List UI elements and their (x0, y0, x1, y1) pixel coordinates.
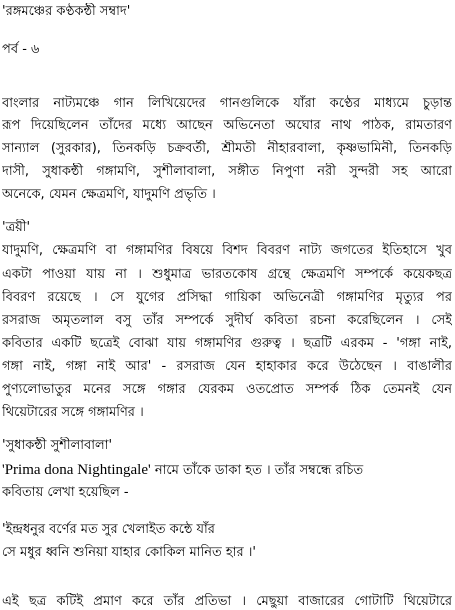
section2-line: থিয়েটারের সঙ্গে গঙ্গামণির । (2, 405, 144, 420)
section2-line: রসরাজ অমৃতলাল বসু তাঁর সম্পর্কে সুদীর্ঘ কবিতা রচনা করেছিলেন । সেই (2, 313, 452, 328)
section3-line: কবিতায় লেখা হয়েছিল - (2, 485, 129, 500)
section2-line: পুণ্যলোভাতুর মনের সঙ্গে গঙ্গার যেরকম ওতপ্রোত সম্পর্ক ঠিক তেমনই যেন (2, 382, 452, 397)
section3-line (2, 461, 452, 480)
section2-line: গঙ্গা নাই, গঙ্গা নাই আর' - রসরাজ যেন হাহাকার করে উঠেছেন । বাঙালীর (2, 359, 452, 374)
section2-line: বিবরণ রয়েছে । সে যুগের প্রসিদ্ধা গায়িকা অভিনেত্রী গঙ্গামণির মৃত্যুর পর (2, 290, 452, 305)
verse-line: 'ইন্দ্রধনুর বর্ণের মত সুর খেলাইত কন্ঠে যাঁর (2, 522, 215, 537)
english-nickname: 'Prima dona Nightingale' (2, 462, 151, 478)
verse-line: সে মধুর ধ্বনি শুনিয়া যাহার কোকিল মানিত হার ।' (2, 545, 256, 560)
section2-line: কবিতার একটি ছত্রেই বোঝা যায় গঙ্গামণির গুরুত্ব । ছত্রটি এরকম - 'গঙ্গা নাই, (2, 336, 452, 351)
section2-line: একটা পাওয়া যায় না । শুধুমাত্র ভারতকোষ গ্রন্থে ক্ষেত্রমণি সম্পর্কে কয়েকছত্র (2, 267, 452, 282)
intro-line: বাংলার নাট্যমঞ্চে গান লিখিয়েদের গানগুলিকে যাঁরা কণ্ঠের মাধ্যমে চুড়ান্ত (2, 96, 452, 111)
intro-line: অনেকে, যেমন ক্ষেত্রমণি, যাদুমণি প্রভৃতি । (2, 187, 216, 202)
document-title: 'রঙ্গমঞ্চের কণ্ঠকন্ঠী সম্বাদ' (2, 4, 131, 19)
intro-line: দাসী, সুধাকন্ঠী গঙ্গামণি, সুশীলাবালা, সঙ্গীত নিপুণা নরী সুন্দরী সহ আরো (2, 164, 452, 179)
intro-line: রূপ দিয়েছিলেন তাঁদের মধ্যে আছেন অভিনেতা অঘোর নাথ পাঠক, রামতারণ (2, 118, 452, 133)
section-heading-sushilabala: 'সুধাকন্ঠী সুশীলাবালা' (2, 438, 113, 453)
section2-line: যাদুমণি, ক্ষেত্রমণি বা গঙ্গামণির বিষয়ে বিশদ বিবরণ নাট্য জগতের ইতিহাসে খুব (2, 243, 452, 258)
episode-label: পর্ব - ৬ (2, 42, 40, 57)
intro-line: সান্যাল (সুরকার), তিনকড়ি চক্রবর্তী, শ্রীমতী নীহারবালা, কৃষ্ণভামিনী, তিনকড়ি (2, 141, 452, 156)
last-line: এই ছত্র কটিই প্রমাণ করে তাঁর প্রতিভা । মেছুয়া বাজারের গোটাটি থিয়েটারে (2, 594, 452, 609)
section3-line-rest: নামে তাঁকে ডাকা হত । তাঁর সম্বন্ধে রচিত (150, 463, 364, 478)
section-heading-troyee: 'ত্রয়ী' (2, 220, 31, 235)
